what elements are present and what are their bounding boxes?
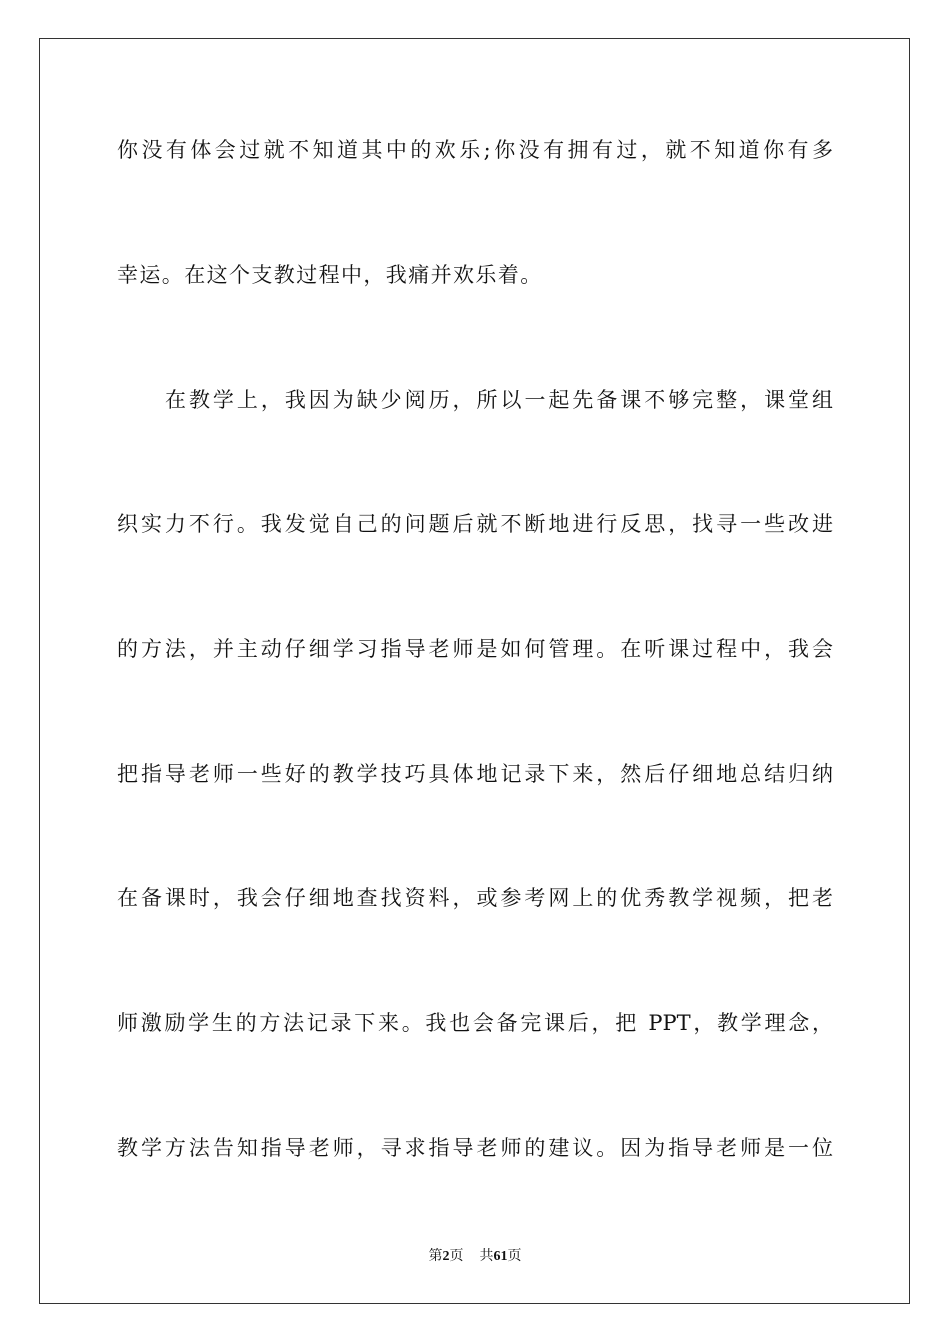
page-number: 2 bbox=[442, 1249, 450, 1264]
text-line-1: 你没有体会过就不知道其中的欢乐;你没有拥有过，就不知道你有多 bbox=[117, 138, 833, 162]
text-line-5: 的方法，并主动仔细学习指导老师是如何管理。在听课过程中，我会 bbox=[117, 637, 833, 661]
text-line-7: 在备课时，我会仔细地查找资料，或参考网上的优秀教学视频，把老 bbox=[117, 886, 833, 910]
total-pages: 61 bbox=[493, 1249, 508, 1264]
text-line-6: 把指导老师一些好的教学技巧具体地记录下来，然后仔细地总结归纳 bbox=[117, 762, 833, 786]
text-line-9: 教学方法告知指导老师，寻求指导老师的建议。因为指导老师是一位 bbox=[117, 1136, 833, 1160]
page-suffix: 页 bbox=[449, 1248, 464, 1264]
text-line-2: 幸运。在这个支教过程中，我痛并欢乐着。 bbox=[117, 263, 543, 287]
text-line-8: 师激励学生的方法记录下来。我也会备完课后，把 PPT，教学理念， bbox=[117, 1011, 833, 1035]
page-footer bbox=[0, 1247, 950, 1266]
page-border bbox=[39, 38, 910, 1304]
total-prefix: 共 bbox=[479, 1248, 494, 1264]
total-suffix: 页 bbox=[507, 1248, 522, 1264]
text-line-4: 织实力不行。我发觉自己的问题后就不断地进行反思，找寻一些改进 bbox=[117, 512, 833, 536]
text-line-3: 在教学上，我因为缺少阅历，所以一起先备课不够完整，课堂组 bbox=[165, 388, 833, 412]
page-prefix: 第 bbox=[428, 1248, 443, 1264]
